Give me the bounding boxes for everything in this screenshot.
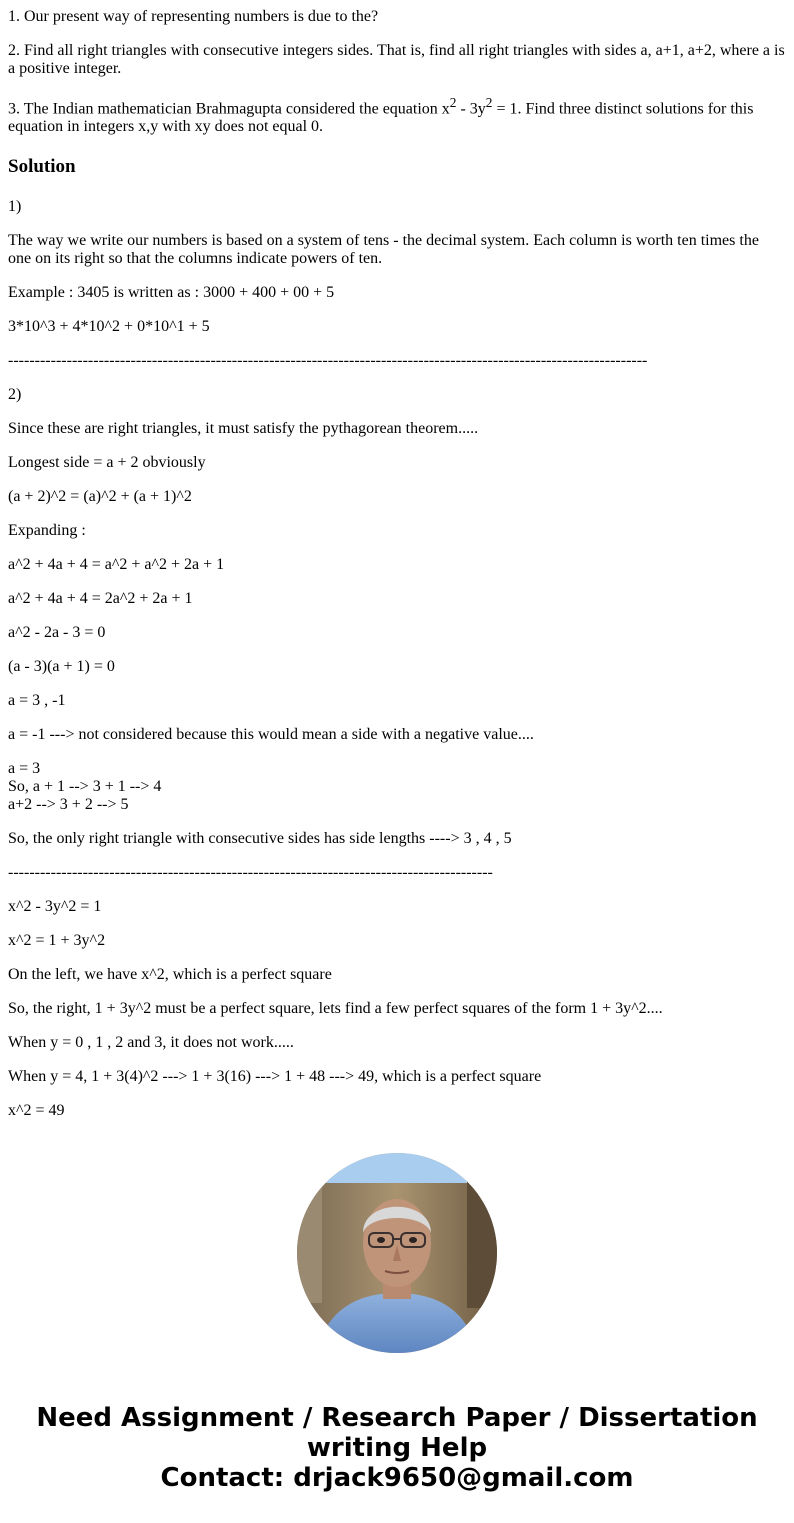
footer-line-1: Need Assignment / Research Paper / Dissertation xyxy=(36,1403,758,1433)
footer-contact: Contact: drjack9650@gmail.com xyxy=(160,1463,634,1493)
question-3: 3. The Indian mathematician Brahmagupta considered the equation $x^2 - 3y^2 = 1$. Find three distinct solutions for this equation in integers x,y with xy does not equal 0. xyxy=(8,95,754,136)
solution-line: a^2 - 2a - 3 = 0 xyxy=(8,624,106,642)
solution-line: x^2 = 49 xyxy=(8,1102,65,1120)
solution-line: a^2 + 4a + 4 = a^2 + a^2 + 2a + 1 xyxy=(8,556,225,574)
solution-line: (a + 2)^2 = (a)^2 + (a + 1)^2 xyxy=(8,488,192,506)
solution-line: On the left, we have x^2, which is a perfect square xyxy=(8,966,332,984)
solution-line: When y = 0 , 1 , 2 and 3, it does not work..... xyxy=(8,1034,294,1052)
question-1: 1. Our present way of representing numbers is due to the? xyxy=(8,8,379,25)
solution-line: Since these are right triangles, it must satisfy the pythagorean theorem..... xyxy=(8,420,479,438)
footer-ad xyxy=(0,1403,794,1493)
question-2: 2. Find all right triangles with consecutive integers sides. That is, find all right triangles with sides a, a+1, a+2, where a is a positive integer. xyxy=(8,42,785,77)
solution-line: a^2 + 4a + 4 = 2a^2 + 2a + 1 xyxy=(8,590,193,608)
solution-heading: Solution xyxy=(8,156,76,178)
solution-line: Longest side = a + 2 obviously xyxy=(8,454,206,472)
author-avatar xyxy=(297,1153,497,1353)
solution-line: a = -1 ---> not considered because this would mean a side with a negative value.... xyxy=(8,726,534,744)
solution-line: 1) xyxy=(8,198,22,216)
document-body xyxy=(8,8,786,1136)
solution-line: Expanding : xyxy=(8,522,86,540)
solution-line: So, the right, 1 + 3y^2 must be a perfect square, lets find a few perfect squares of the form 1 + 3y^2.... xyxy=(8,1000,663,1018)
solution-line: 2) xyxy=(8,386,22,404)
footer-line-2: writing Help xyxy=(306,1433,488,1463)
solution-line: a = 3 , -1 xyxy=(8,692,66,710)
solution-line: The way we write our numbers is based on a system of tens - the decimal system. Each column is worth ten times the one on its right so that the columns indicate powers of ten. xyxy=(8,232,759,268)
solution-line: When y = 4, 1 + 3(4)^2 ---> 1 + 3(16) ---> 1 + 48 ---> 49, which is a perfect square xyxy=(8,1068,542,1086)
solution-body xyxy=(8,198,786,1120)
solution-line: (a - 3)(a + 1) = 0 xyxy=(8,658,115,676)
solution-line: ------------------------------------------------------------------------------------------- xyxy=(8,864,493,882)
solution-line: x^2 = 1 + 3y^2 xyxy=(8,932,106,950)
solution-line: 3*10^3 + 4*10^2 + 0*10^1 + 5 xyxy=(8,318,210,336)
solution-line: So, the only right triangle with consecutive sides has side lengths ----> 3 , 4 , 5 xyxy=(8,830,512,848)
solution-line: ------------------------------------------------------------------------------------------------------------------------ xyxy=(8,352,648,370)
solution-line: a = 3 So, a + 1 --> 3 + 1 --> 4 a+2 --> 3 + 2 --> 5 xyxy=(8,760,162,814)
solution-line: Example : 3405 is written as : 3000 + 400 + 00 + 5 xyxy=(8,284,335,302)
solution-line: x^2 - 3y^2 = 1 xyxy=(8,898,102,916)
